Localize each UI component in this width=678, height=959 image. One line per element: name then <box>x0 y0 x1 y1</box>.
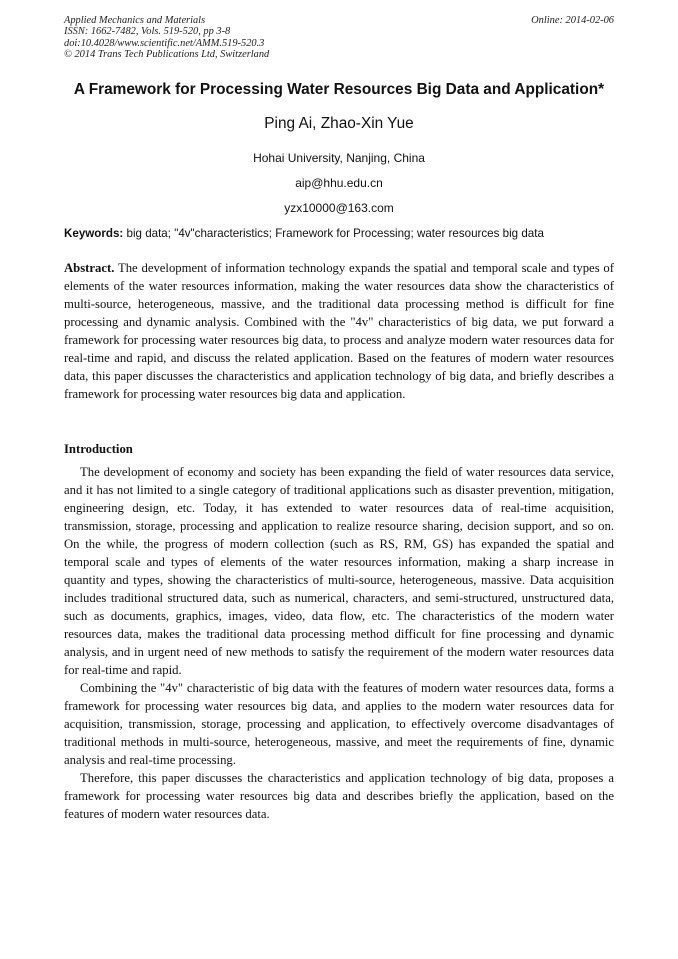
email-2[interactable]: yzx10000@163.com <box>284 201 394 215</box>
paragraph: The development of economy and society has been expanding the field of water resources data service, and it has not limited to a single category of traditional applications such as disaster prevention, mitigation, engineering design, etc. Today, it has extended to water resources data of real-time acquisition, transmission, storage, processing and application to realize resource sharing, decision support, and so on. On the while, the progress of modern collection (such as RS, RM, GS) has expanded the spatial and temporal scale and types of elements of the water resources information, making a sharp increase in quantity and types, showing the characteristics of multi-source, heterogeneous, massive. Data acquisition includes traditional structured data, such as numerical, characters, and semi-structured, unstructured data, such as documents, graphics, images, video, data flow, etc. The characteristics of the modern water resources data, makes the traditional data processing method difficult for fine processing and dynamic analysis, and in urgent need of new methods to satisfy the requirement of the modern water resources data for real-time and rapid. <box>64 465 614 677</box>
paper-title: A Framework for Processing Water Resources Big Data and Application* <box>73 81 605 98</box>
authors: Ping Ai, Zhao-Xin Yue <box>264 115 414 132</box>
affiliation: Hohai University, Nanjing, China <box>253 151 425 165</box>
keywords-label: Keywords: <box>64 227 124 240</box>
introduction-body <box>64 463 614 823</box>
keywords-text: big data; "4v"characteristics; Framework for Processing; water resources big data <box>123 227 544 240</box>
abstract-text: The development of information technology expands the spatial and temporal scale and types of elements of the water resources information, making the water resources data show the characteristics of multi-source, heterogeneous, massive, and the traditional data processing method is difficult for fine processing and dynamic analysis. Combined with the "4v" characteristics of big data, we put forward a framework for processing water resources big data, to process and analyze modern water resources data for real-time and rapid, and discuss the related application. Based on the features of modern water resources data, this paper discusses the characteristics and application technology of big data, and briefly describes a framework for processing water resources big data and application. <box>64 261 614 401</box>
section-heading-introduction: Introduction <box>64 442 133 456</box>
copyright-line: © 2014 Trans Tech Publications Ltd, Switzerland <box>64 48 270 60</box>
abstract-label: Abstract. <box>64 261 115 275</box>
journal-header <box>64 15 614 60</box>
email-1[interactable]: aip@hhu.edu.cn <box>295 176 383 190</box>
paragraph: Therefore, this paper discusses the characteristics and application technology of big data, proposes a framework for processing water resources big data and describes briefly the application, based on the features of modern water resources data. <box>64 771 614 821</box>
issn-line: ISSN: 1662-7482, Vols. 519-520, pp 3-8 <box>64 26 231 38</box>
keywords <box>64 227 614 241</box>
journal-name: Applied Mechanics and Materials <box>64 15 206 26</box>
abstract <box>64 259 614 403</box>
doi-line: doi:10.4028/www.scientific.net/AMM.519-520.3 <box>64 37 265 49</box>
paragraph: Combining the "4v" characteristic of big data with the features of modern water resources data, forms a framework for processing water resources big data, and applies to the modern water resources data for acquisition, transmission, storage, processing and application, to effectively overcome disadvantages of traditional methods in multi-source, heterogeneous, massive, and meet the requirements of fine, dynamic analysis and real-time processing. <box>64 681 614 767</box>
online-date: Online: 2014-02-06 <box>531 15 614 26</box>
